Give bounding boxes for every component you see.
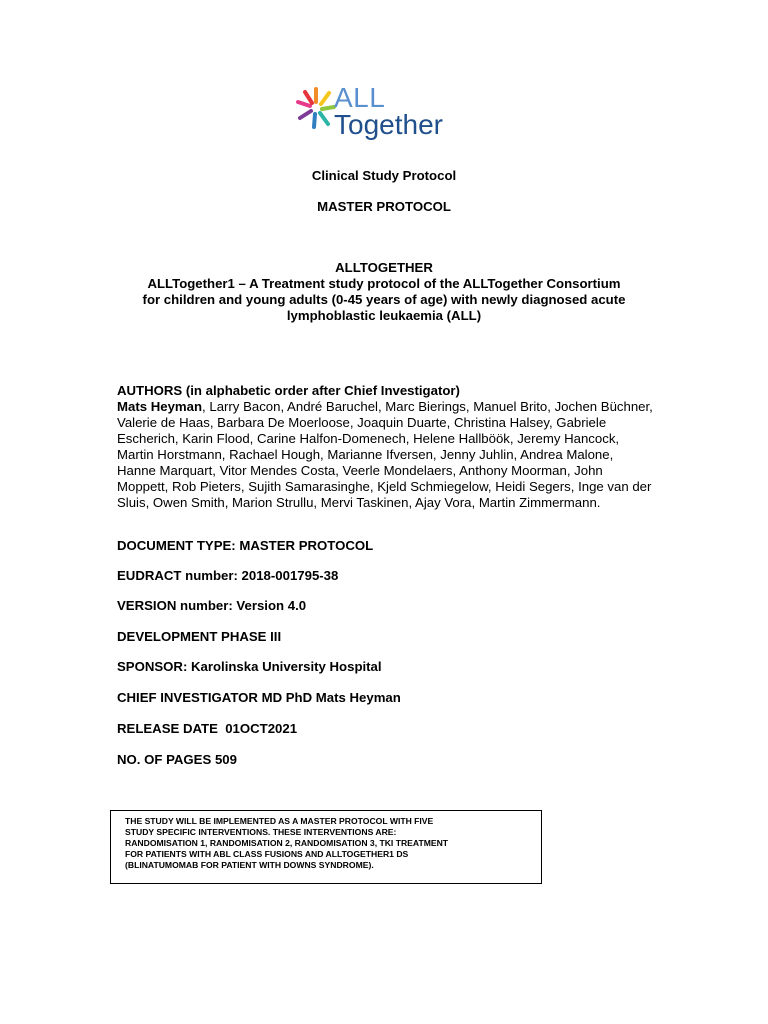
release-date: RELEASE DATE 01OCT2021: [117, 721, 298, 736]
notice-line3: RANDOMISATION 1, RANDOMISATION 2, RANDOMISATION 3, TKI TREATMENT: [125, 838, 449, 848]
authors-heading: AUTHORS (in alphabetic order after Chief Investigator): [117, 383, 460, 398]
header-line2: MASTER PROTOCOL: [317, 199, 451, 214]
notice-line2: STUDY SPECIFIC INTERVENTIONS. THESE INTERVENTIONS ARE:: [125, 827, 397, 837]
development-phase: DEVELOPMENT PHASE III: [117, 629, 282, 644]
number-of-pages: NO. OF PAGES 509: [117, 752, 237, 767]
notice-text: [125, 816, 525, 871]
title-line2: ALLTogether1 – A Treatment study protocol of the ALLTogether Consortium: [147, 276, 621, 291]
notice-line5: (BLINATUMOMAB FOR PATIENT WITH DOWNS SYNDROME).: [125, 860, 374, 870]
logo-text: [334, 84, 443, 139]
header-line1: Clinical Study Protocol: [311, 168, 457, 183]
title-line1: ALLTOGETHER: [335, 260, 433, 275]
notice-box: [110, 810, 542, 884]
document-type: DOCUMENT TYPE: MASTER PROTOCOL: [117, 538, 374, 553]
chief-investigator: CHIEF INVESTIGATOR MD PhD Mats Heyman: [117, 690, 401, 705]
title-line4: lymphoblastic leukaemia (ALL): [286, 308, 482, 323]
authors-rest: , Larry Bacon, André Baruchel, Marc Bierings, Manuel Brito, Jochen Büchner, Valerie de Haas, Barbara De Moerloose, Joaquin Duarte, Christina Halsey, Gabriele Escherich, Karin Flood, Carine Halfon-Domenech, Helene Hallböök, Jeremy Hancock, Martin Horstmann, Rachael Hough, Marianne Ifversen, Jenny Juhlin, Andrea Malone, Hanne Marquart, Vitor Mendes Costa, Veerle Mondelaers, Anthony Moorman, John Moppett, Rob Pieters, Sujith Samarasinghe, Kjeld Schmiegelow, Heidi Segers, Inge van der Sluis, Owen Smith, Marion Strullu, Mervi Taskinen, Ajay Vora, Martin Zimmermann.: [117, 399, 653, 510]
eudract-number: EUDRACT number: 2018-001795-38: [117, 568, 339, 583]
notice-line4: FOR PATIENTS WITH ABL CLASS FUSIONS AND ALLTOGETHER1 DS: [125, 849, 409, 859]
version-number: VERSION number: Version 4.0: [117, 598, 307, 613]
logo-all: ALL: [334, 82, 386, 113]
sponsor: SPONSOR: Karolinska University Hospital: [117, 659, 382, 674]
notice-line1: THE STUDY WILL BE IMPLEMENTED AS A MASTER PROTOCOL WITH FIVE: [125, 816, 434, 826]
authors-list: [117, 399, 655, 511]
logo-spokes: [298, 89, 334, 127]
title-line3: for children and young adults (0-45 years of age) with newly diagnosed acute: [142, 292, 626, 307]
logo-together: Together: [334, 109, 443, 140]
authors-chief: Mats Heyman: [117, 399, 203, 414]
